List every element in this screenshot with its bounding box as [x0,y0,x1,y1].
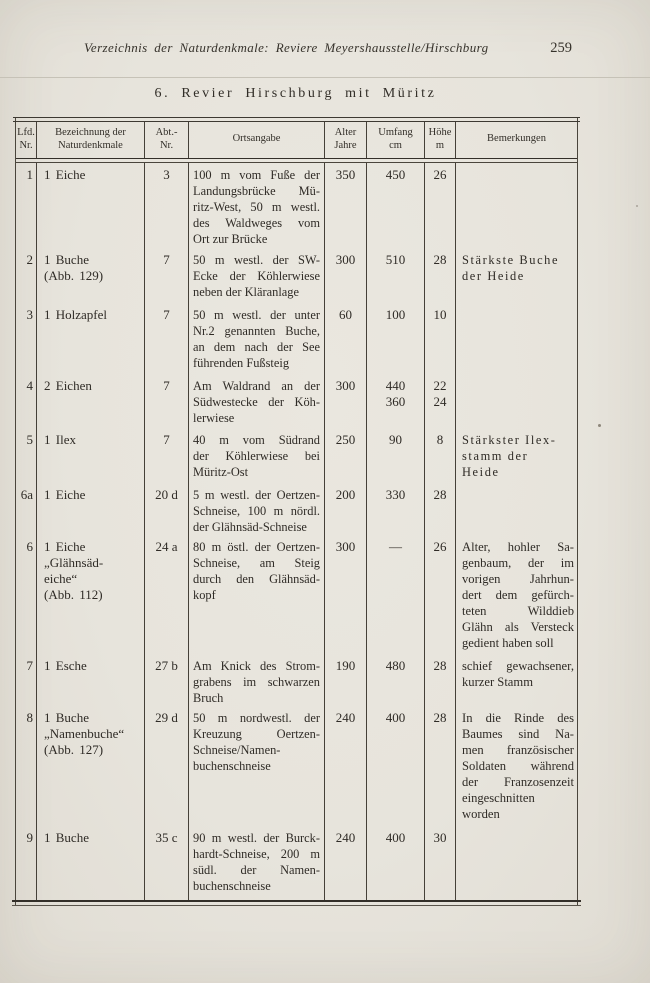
column-header-alter-jahre: Alter Jahre [324,122,366,158]
paper-speck [598,424,601,427]
cell-hoehe: 26 [424,535,455,651]
page-number: 259 [550,40,572,56]
cell-lfd-nr: 7 [26,658,33,673]
cell-umfang: — [366,535,424,651]
cell-bezeichnung: 1 Buche „Namenbuche“ (Abb. 127) [36,706,144,822]
cell-abt-nr: 20 d [144,480,188,535]
cell-ortsangabe: 80 m östl. der Oertzen- Schneise, am Steig durch den Glähnsäd- kopf [188,535,324,651]
cell-abt-nr: 29 d [144,706,188,822]
cell-bemerkungen: schief gewachsener, kurzer Stamm [455,651,577,706]
cell-hoehe: 28 [424,706,455,822]
cell-abt-nr: 24 a [144,535,188,651]
cell-lfd-nr: 6a [20,487,33,502]
cell-umfang: 400 [366,706,424,822]
running-header [0,40,650,57]
cell-bezeichnung: 1 Eiche [36,480,144,535]
cell-ortsangabe: 100 m vom Fuße der Landungsbrücke Mü- ritz-West, 50 m westl. des Waldweges vom Ort zur Brücke [188,163,324,247]
cell-alter: 300 [324,371,366,426]
cell-abt-nr: 35 c [144,822,188,900]
column-header-hoehe-m: Höhe m [424,122,455,158]
column-header-bemerkungen: Bemerkungen [455,122,577,158]
cell-bemerkungen: Alter, hohler Sa- genbaum, der im vorigen Jahrhun- dert dem gefürch- teten Wilddieb Glähn als Versteck gedient haben soll [455,535,577,651]
cell-umfang: 510 [366,247,424,300]
naturdenkmale-table [15,117,578,906]
table-header-row [16,122,577,158]
cell-lfd-nr: 6 [26,539,33,554]
cell-alter: 190 [324,651,366,706]
cell-bezeichnung: 2 Eichen [36,371,144,426]
cell-hoehe: 10 [424,300,455,371]
cell-hoehe: 28 [424,651,455,706]
column-header-umfang-cm: Umfang cm [366,122,424,158]
cell-alter: 300 [324,247,366,300]
cell-hoehe: 22 24 [424,371,455,426]
cell-bezeichnung: 1 Eiche [36,163,144,247]
cell-hoehe: 28 [424,247,455,300]
cell-abt-nr: 7 [144,371,188,426]
cell-bemerkungen [455,480,577,535]
cell-ortsangabe: 50 m westl. der unter Nr.2 genannten Buche, an dem nach der See führenden Fußsteig [188,300,324,371]
cell-umfang: 90 [366,426,424,480]
cell-ortsangabe: Am Waldrand an der Südwestecke der Köh- lerwiese [188,371,324,426]
cell-lfd-nr: 4 [26,378,33,393]
cell-abt-nr: 7 [144,247,188,300]
cell-bezeichnung: 1 Buche [36,822,144,900]
cell-alter: 300 [324,535,366,651]
cell-umfang: 450 [366,163,424,247]
cell-alter: 200 [324,480,366,535]
cell-bemerkungen: Stärkste Buche der Heide [455,247,577,300]
column-header-abt-nr: Abt.- Nr. [144,122,188,158]
cell-alter: 350 [324,163,366,247]
cell-bemerkungen: In die Rinde des Baumes sind Na- men französischer Soldaten während der Franzosenzeit eingeschnitten worden [455,706,577,822]
cell-abt-nr: 7 [144,300,188,371]
cell-bemerkungen [455,163,577,247]
cell-ortsangabe: 50 m nordwestl. der Kreuzung Oertzen- Schneise/Namen- buchenschneise [188,706,324,822]
table-body [16,163,577,900]
cell-bezeichnung: 1 Eiche „Glähnsäd- eiche“ (Abb. 112) [36,535,144,651]
column-header-bezeichnung: Bezeichnung der Naturdenkmale [36,122,144,158]
cell-alter: 240 [324,822,366,900]
cell-bemerkungen: Stärkster Ilex- stamm der Heide [455,426,577,480]
cell-hoehe: 30 [424,822,455,900]
cell-umfang: 480 [366,651,424,706]
cell-ortsangabe: 50 m westl. der SW- Ecke der Köhlerwiese neben der Kläranlage [188,247,324,300]
running-header-title: Verzeichnis der Naturdenkmale: Reviere Meyershausstelle/Hirschburg [84,40,489,55]
column-header-lfd-nr: Lfd. Nr. [17,127,35,151]
cell-alter: 60 [324,300,366,371]
cell-hoehe: 8 [424,426,455,480]
cell-umfang: 330 [366,480,424,535]
cell-alter: 240 [324,706,366,822]
cell-abt-nr: 3 [144,163,188,247]
cell-lfd-nr: 8 [26,710,33,725]
cell-umfang: 440 360 [366,371,424,426]
cell-lfd-nr: 3 [26,307,33,322]
cell-abt-nr: 7 [144,426,188,480]
cell-alter: 250 [324,426,366,480]
cell-hoehe: 28 [424,480,455,535]
cell-umfang: 100 [366,300,424,371]
cell-ortsangabe: 40 m vom Südrand der Köhlerwiese bei Müritz-Ost [188,426,324,480]
cell-umfang: 400 [366,822,424,900]
cell-bezeichnung: 1 Holzapfel [36,300,144,371]
cell-bemerkungen [455,371,577,426]
header-rule [0,77,650,78]
cell-lfd-nr: 5 [26,432,33,447]
paper-speck [636,205,638,207]
cell-ortsangabe: 90 m westl. der Burck- hardt-Schneise, 200 m südl. der Namen- buchenschneise [188,822,324,900]
cell-abt-nr: 27 b [144,651,188,706]
table-bottom-border [12,900,581,906]
section-title: 6. Revier Hirschburg mit Müritz [154,86,437,101]
column-header-ortsangabe: Ortsangabe [188,122,324,158]
cell-lfd-nr: 9 [26,830,33,845]
cell-lfd-nr: 1 [26,167,33,182]
cell-ortsangabe: 5 m westl. der Oertzen- Schneise, 100 m nördl. der Glähnsäd-Schneise [188,480,324,535]
cell-bemerkungen [455,300,577,371]
cell-hoehe: 26 [424,163,455,247]
cell-lfd-nr: 2 [26,252,33,267]
cell-bemerkungen [455,822,577,900]
cell-bezeichnung: 1 Esche [36,651,144,706]
cell-ortsangabe: Am Knick des Strom- grabens im schwarzen Bruch [188,651,324,706]
cell-bezeichnung: 1 Ilex [36,426,144,480]
cell-bezeichnung: 1 Buche (Abb. 129) [36,247,144,300]
